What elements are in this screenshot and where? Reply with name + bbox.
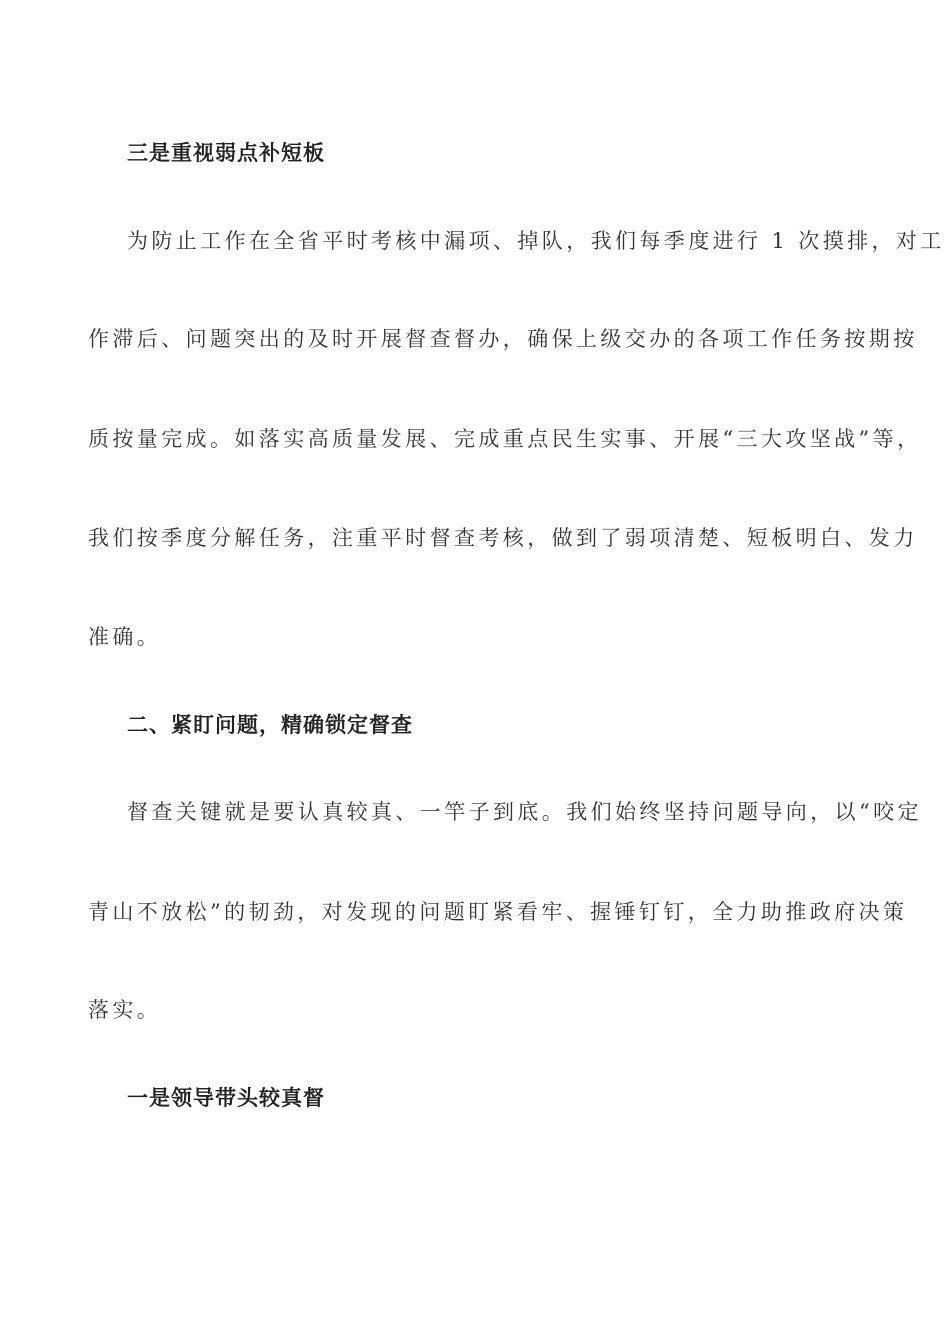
paragraph-line: 青山不放松”的韧劲，对发现的问题盯紧看牢、握锤钉钉，全力助推政府决策 — [88, 900, 908, 924]
section-heading-focus-problems: 二、紧盯问题，精确锁定督查 — [127, 712, 413, 737]
paragraph-line: 落实。 — [88, 998, 162, 1022]
section-heading-leaders-lead: 一是领导带头较真督 — [127, 1085, 325, 1110]
section-heading-weak-points: 三是重视弱点补短板 — [127, 140, 325, 165]
paragraph-line: 准确。 — [88, 625, 162, 649]
paragraph-line: 作滞后、问题突出的及时开展督查督办，确保上级交办的各项工作任务按期按 — [88, 327, 918, 351]
paragraph-line: 为防止工作在全省平时考核中漏项、掉队，我们每季度进行 1 次摸排，对工 — [127, 229, 945, 253]
paragraph-line: 质按量完成。如落实高质量发展、完成重点民生实事、开展“三大攻坚战”等， — [88, 427, 922, 451]
paragraph-line: 我们按季度分解任务，注重平时督查考核，做到了弱项清楚、短板明白、发力 — [88, 526, 918, 550]
paragraph-line: 督查关键就是要认真较真、一竿子到底。我们始终坚持问题导向，以“咬定 — [127, 800, 922, 824]
